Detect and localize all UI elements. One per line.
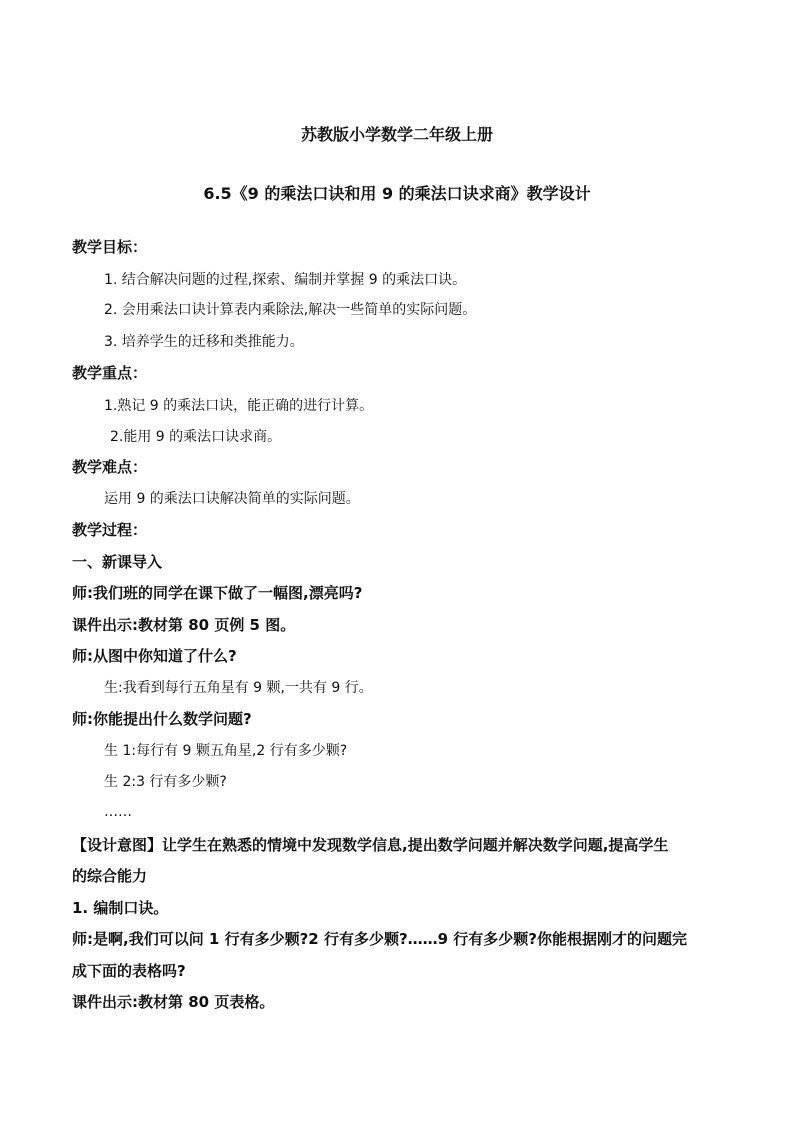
design-intent-line-1: 【设计意图】让学生在熟悉的情境中发现数学信息,提出数学问题并解决数学问题,提高学生 [72, 836, 669, 854]
objective-item-1: 1. 结合解决问题的过程,探索、编制并掌握 9 的乘法口诀。 [104, 272, 467, 288]
teacher-question-1: 师:我们班的同学在课下做了一幅图,漂亮吗? [72, 584, 363, 602]
difficulty-heading: 教学难点： [72, 458, 148, 476]
difficulty-text: 运用 9 的乘法口诀解决简单的实际问题。 [104, 491, 360, 507]
document-title: 苏教版小学数学二年级上册 [300, 125, 493, 144]
objective-item-3: 3. 培养学生的迁移和类推能力。 [104, 334, 304, 350]
section1-heading: 一、新课导入 [72, 553, 163, 571]
student-answer-1: 生:我看到每行五角星有 9 颗,一共有 9 行。 [104, 680, 373, 696]
key-point-item-1: 1.熟记 9 的乘法口诀，能正确的进行计算。 [104, 398, 374, 414]
teacher-question-2: 师:从图中你知道了什么? [72, 647, 237, 665]
document-subtitle: 6.5《9 的乘法口诀和用 9 的乘法口诀求商》教学设计 [203, 184, 591, 203]
student-answer-2: 生 1:每行有 9 颗五角星,2 行有多少颗? [104, 743, 348, 759]
objectives-heading: 教学目标： [72, 238, 148, 256]
student-answer-3: 生 2:3 行有多少颗? [104, 774, 227, 790]
objective-item-2: 2. 会用乘法口诀计算表内乘除法,解决一些简单的实际问题。 [104, 302, 477, 318]
teacher-question-4-line-1: 师:是啊,我们可以问 1 行有多少颗?2 行有多少颗?……9 行有多少颗?你能根据刚才的问题完 [72, 930, 688, 948]
teacher-question-4-line-2: 成下面的表格吗? [72, 962, 186, 980]
courseware-note-1: 课件出示:教材第 80 页例 5 图。 [72, 616, 296, 634]
teacher-question-3: 师:你能提出什么数学问题? [72, 710, 252, 728]
courseware-note-2: 课件出示:教材第 80 页表格。 [72, 993, 275, 1011]
key-points-heading: 教学重点： [72, 364, 148, 382]
step1-heading: 1. 编制口诀。 [72, 899, 169, 917]
process-heading: 教学过程： [72, 521, 148, 539]
key-point-item-2: 2.能用 9 的乘法口诀求商。 [110, 429, 282, 445]
design-intent-line-2: 的综合能力 [72, 867, 148, 885]
ellipsis-text: …… [104, 804, 132, 820]
